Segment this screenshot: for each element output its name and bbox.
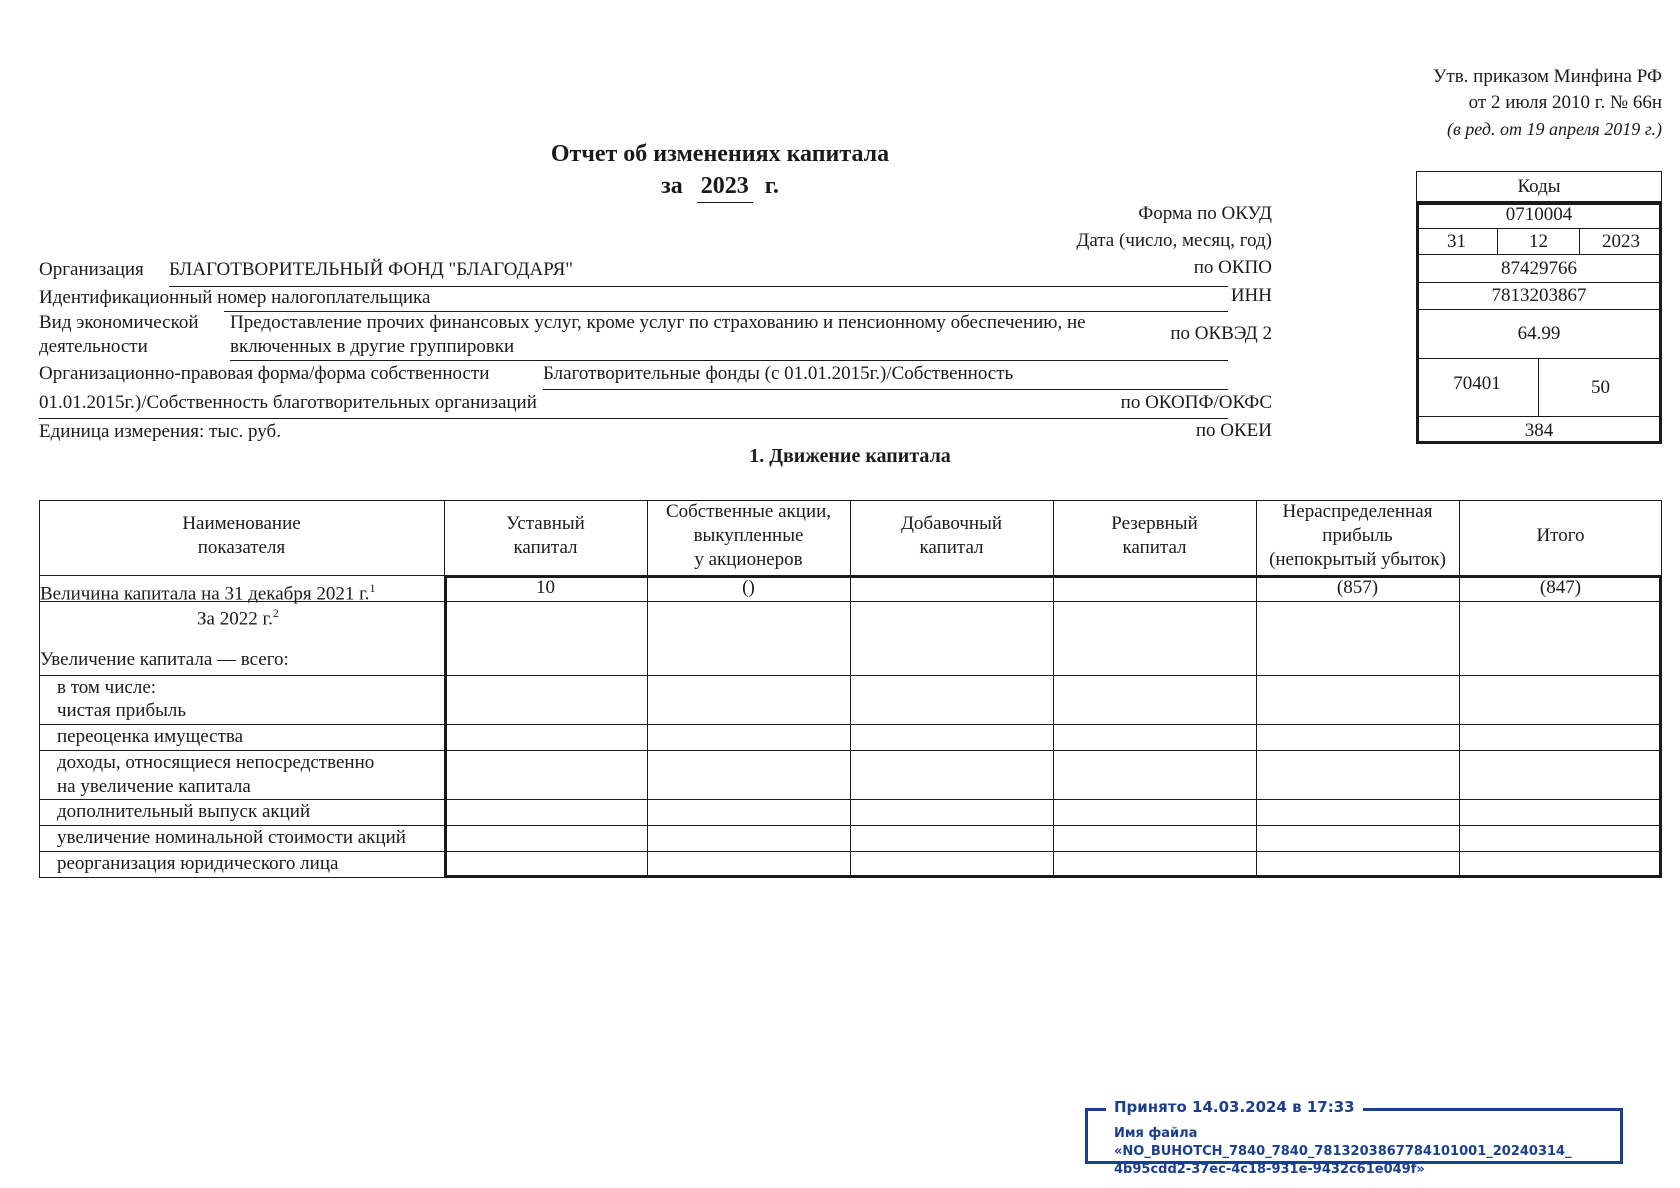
inn-code-label: ИНН <box>1230 285 1272 306</box>
activity-label-2: деятельности <box>39 336 148 357</box>
unit-label: Единица измерения: тыс. руб. <box>39 421 281 442</box>
row-line-2 <box>39 675 1662 676</box>
form-label: Организационно-правовая форма/форма собственности <box>39 363 490 384</box>
row1-own-shares: () <box>742 577 755 598</box>
okud-code: 0710004 <box>1416 202 1662 229</box>
row-period-2022-text: За 2022 г. <box>197 608 273 630</box>
okfs-code: 50 <box>1539 359 1662 417</box>
row-line-3 <box>39 724 1662 725</box>
inn-label: Идентификационный номер налогоплательщика <box>39 287 431 308</box>
okpo-label: по ОКПО <box>1193 257 1272 278</box>
header-c2-line-1: Собственные акции, <box>665 501 832 522</box>
header-c5-line-3: (непокрытый убыток) <box>1269 549 1446 570</box>
header-c1-line-2: капитал <box>513 537 578 558</box>
report-year: 2023 <box>697 170 753 203</box>
section-title: 1. Движение капитала <box>749 445 951 467</box>
row-reorganization-label: реорганизация юридического лица <box>57 853 339 874</box>
row-including-label: в том числе: <box>57 677 157 698</box>
header-retained-earnings <box>1256 500 1459 572</box>
org-name: БЛАГОТВОРИТЕЛЬНЫЙ ФОНД "БЛАГОДАРЯ" <box>169 259 574 280</box>
approval-line-3: (в ред. от 19 апреля 2019 г.) <box>1447 119 1662 139</box>
stamp-file-name-2: 4b95cdd2-37ec-4c18-931e-9432c61e049f» <box>1114 1162 1425 1177</box>
header-name-line-2: показателя <box>197 537 286 558</box>
form-underline-2 <box>39 418 1228 419</box>
okopf-label: по ОКОПФ/ОКФС <box>1120 392 1272 413</box>
org-label: Организация <box>39 259 144 280</box>
report-period <box>470 170 970 203</box>
approval-line-2: от 2 июля 2010 г. № 66н <box>1468 92 1662 113</box>
row-share-issue-label: дополнительный выпуск акций <box>57 801 311 822</box>
row-direct-income-label-2: на увеличение капитала <box>57 776 251 797</box>
row-direct-income-label-1: доходы, относящиеся непосредственно <box>57 752 375 773</box>
row-revaluation-label: переоценка имущества <box>57 726 244 747</box>
row-capital-increase-label: Увеличение капитала — всего: <box>40 649 289 670</box>
date-year: 2023 <box>1580 229 1662 255</box>
date-month: 12 <box>1498 229 1580 255</box>
header-reserve-capital <box>1053 512 1256 560</box>
row1-charter-capital: 10 <box>536 577 555 598</box>
capital-table <box>39 500 1662 878</box>
form-underline-1 <box>543 389 1228 390</box>
inn-code: 7813203867 <box>1416 283 1662 310</box>
approval-note <box>1433 64 1662 142</box>
date-label: Дата (число, месяц, год) <box>1076 230 1272 251</box>
okopf-code: 70401 <box>1416 359 1539 417</box>
header-name <box>39 512 444 560</box>
activity-text-1: Предоставление прочих финансовых услуг, кроме услуг по страхованию и пенсионному обеспечению, не <box>230 312 1086 333</box>
header-c5-line-1: Нераспределенная <box>1282 501 1433 522</box>
header-c2-line-2: выкупленные <box>693 525 804 546</box>
header-c3-line-2: капитал <box>919 537 984 558</box>
header-c4-line-2: капитал <box>1122 537 1187 558</box>
okved-code: 64.99 <box>1416 310 1662 359</box>
okud-label: Форма по ОКУД <box>1138 203 1272 224</box>
header-c1-line-1: Уставный <box>506 513 585 534</box>
header-charter-capital <box>444 512 647 560</box>
row-capital-2021-text: Величина капитала на 31 декабря 2021 г. <box>40 583 370 605</box>
okpo-code: 87429766 <box>1416 255 1662 283</box>
header-name-line-1: Наименование <box>182 513 301 534</box>
report-title <box>470 138 970 203</box>
row1-total: (847) <box>1539 577 1582 598</box>
okved-label: по ОКВЭД 2 <box>1170 323 1272 344</box>
row1-retained-earnings: (857) <box>1336 577 1379 598</box>
form-text-1: Благотворительные фонды (с 01.01.2015г.)/Собственность <box>543 363 1014 384</box>
col-line-6 <box>1459 500 1460 878</box>
header-total: Итого <box>1536 525 1585 546</box>
stamp-file-label: Имя файла <box>1114 1126 1198 1141</box>
activity-label-1: Вид экономической <box>39 312 199 333</box>
stamp-file-name-1: «NO_BUHOTCH_7840_7840_7813203867784101001_20240314_ <box>1114 1144 1572 1159</box>
date-day: 31 <box>1416 229 1498 255</box>
row-period-2022-label <box>197 601 279 631</box>
codes-header: Коды <box>1416 171 1662 202</box>
form-text-2: 01.01.2015г.)/Собственность благотворительных организаций <box>39 392 537 413</box>
header-c4-line-1: Резервный <box>1111 513 1198 534</box>
stamp-accepted: Принято 14.03.2024 в 17:33 <box>1106 1098 1363 1116</box>
footnote-1: 1 <box>369 581 376 595</box>
row-net-profit-label: чистая прибыль <box>57 700 187 721</box>
footnote-2: 2 <box>272 606 279 620</box>
approval-line-1: Утв. приказом Минфина РФ <box>1432 66 1662 87</box>
period-prefix: за <box>661 173 683 199</box>
header-own-shares <box>647 500 850 572</box>
activity-underline <box>230 360 1228 361</box>
stamp-file <box>1114 1125 1620 1179</box>
report-title-main: Отчет об изменениях капитала <box>550 141 890 167</box>
row-nominal-increase-label: увеличение номинальной стоимости акций <box>57 827 406 848</box>
header-c3-line-1: Добавочный <box>900 513 1003 534</box>
activity-text-2: включенных в другие группировки <box>230 336 515 357</box>
okei-label: по ОКЕИ <box>1195 420 1272 441</box>
acceptance-stamp <box>1085 1098 1623 1177</box>
header-c2-line-3: у акционеров <box>694 549 803 570</box>
period-suffix: г. <box>764 173 779 199</box>
header-c5-line-2: прибыль <box>1322 525 1393 546</box>
codes-table <box>1416 171 1662 444</box>
okei-code: 384 <box>1524 419 1554 441</box>
header-additional-capital <box>850 512 1053 560</box>
